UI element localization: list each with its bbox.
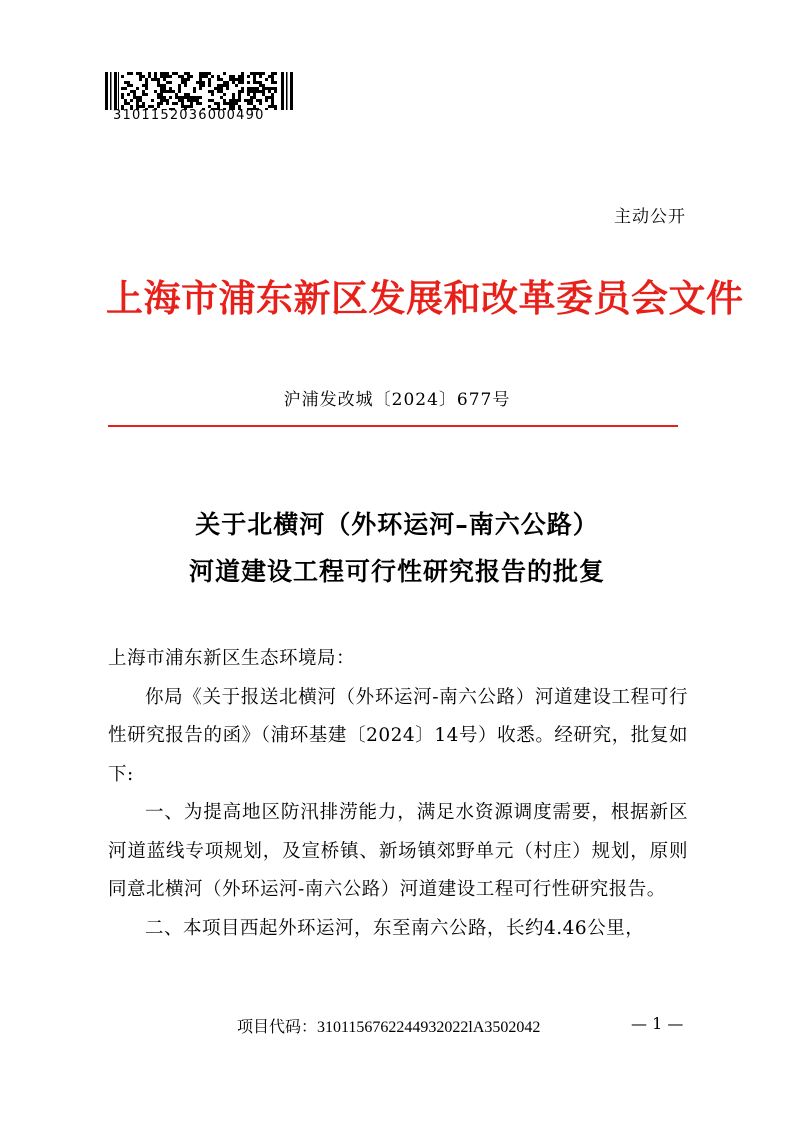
paragraph-2: 一、为提高地区防汛排涝能力，满足水资源调度需要，根据新区河道蓝线专项规划，及宣桥镇、新场镇郊野单元（村庄）规划，原则同意北横河（外环运河-南六公路）河道建设工程可行性研究报告。 <box>108 802 688 900</box>
paragraph-1: 你局《关于报送北横河（外环运河-南六公路）河道建设工程可行性研究报告的函》（浦环基建〔2024〕14号）收悉。经研究，批复如下: <box>108 686 688 785</box>
disclosure-label: 主动公开 <box>614 207 686 227</box>
project-code-value: 3101156762244932022lA3502042 <box>317 1019 541 1036</box>
page-number: — 1 — <box>631 1014 684 1033</box>
project-code <box>237 1014 540 1037</box>
document-number: 沪浦发改城〔2024〕677号 <box>283 390 511 410</box>
document-title-line-1: 关于北横河（外环运河–南六公路） <box>195 510 599 539</box>
red-divider <box>108 425 678 427</box>
salutation: 上海市浦东新区生态环境局： <box>108 648 356 669</box>
issuer-heading: 上海市浦东新区发展和改革委员会文件 <box>106 276 744 320</box>
document-title-line-2: 河道建设工程可行性研究报告的批复 <box>188 557 605 586</box>
document-body <box>108 640 688 948</box>
barcode-image <box>105 72 295 110</box>
project-code-label: 项目代码： <box>237 1017 318 1036</box>
barcode-number: 3101152036000490 <box>113 108 265 123</box>
paragraph-3: 二、本项目西起外环运河，东至南六公路，长约4.46公里， <box>145 917 645 939</box>
